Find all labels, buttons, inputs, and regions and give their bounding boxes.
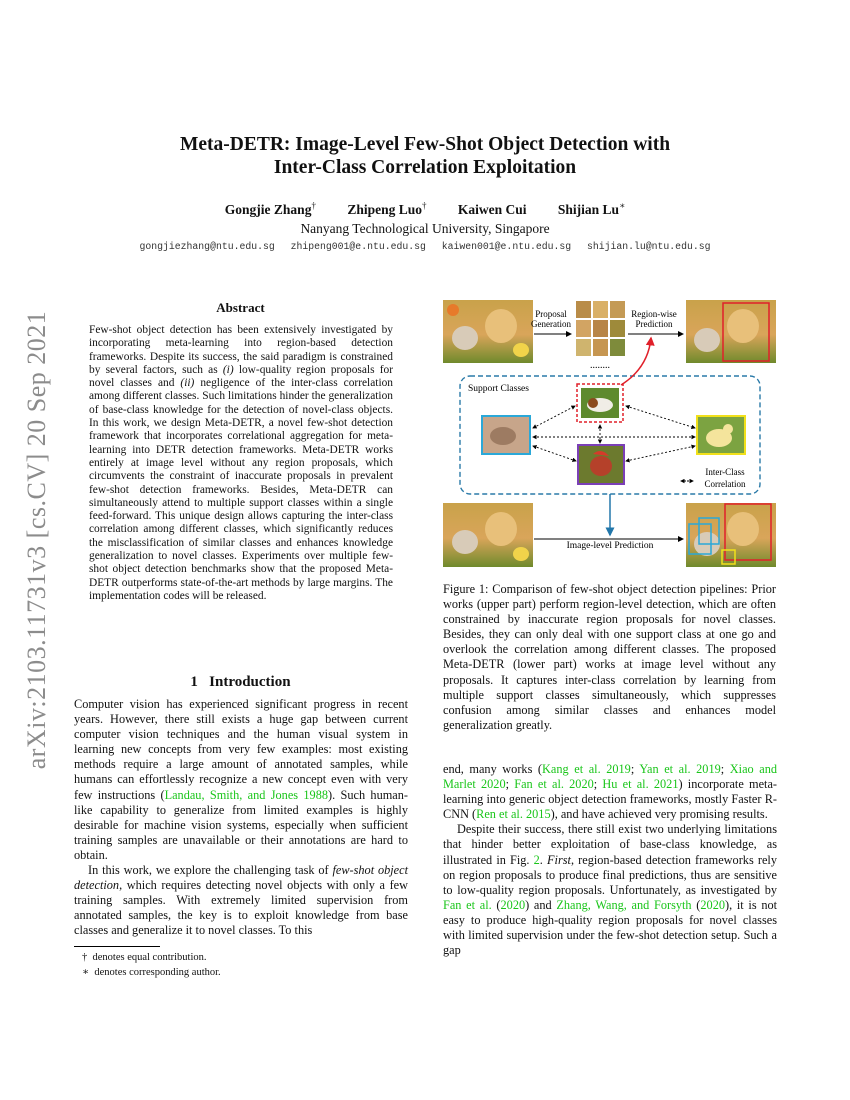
citation-link[interactable]: Zhang, Wang, and Forsyth xyxy=(556,897,692,912)
figure-1-caption: Figure 1: Comparison of few-shot object detection pipelines: Prior works (upper part) perform region-level detection, which are often constrained by inaccurate region proposals for novel classes. Besides, they can only deal with one support class at one go and overlook the correlation among different classes. The proposed Meta-DETR (lower part) works at image level without any proposals. It captures inter-class correlation by learning from multiple support classes simultaneously, which suppresses confusion among similar classes and enhances model generalization greatly. xyxy=(443,582,776,732)
citation-link[interactable]: Fan et al. xyxy=(443,897,492,912)
support-image-dog xyxy=(577,384,623,422)
abstract-body: Few-shot object detection has been extensively investigated by incorporating meta-learning into region-based detection frameworks. Despite its success, the said paradigm is constrained by several factors, such as (i) low-quality region proposals for novel classes and (ii) negligence of the inter-class correlation among different classes. Such limitations hinder the generalization of base-class knowledge for the detection of novel-class objects. In this work, we design Meta-DETR, a novel few-shot detection framework that incorporates correlational aggregation for meta-learning into DETR detection frameworks. Meta-DETR works entirely at image level without any region proposals, which circumvents the constraint of inaccurate proposals in prevalent few-shot detection frameworks. Besides, Meta-DETR can simultaneously attend to multiple support classes within a single feed-forward. This unique design allows capturing the inter-class correlation among different classes, which significantly reduces the misclassification of similar classes and enhances knowledge generalization to novel classes. Experiments over multiple few-shot object detection benchmarks show that the proposed Meta-DETR outperforms state-of-the-art methods by large margins. The implementation codes will be released. xyxy=(89,324,393,602)
citation-link[interactable]: Yan et al. 2019 xyxy=(639,762,721,776)
author: Shijian Lu∗ xyxy=(557,200,626,217)
author-list xyxy=(0,200,850,218)
author: Kaiwen Cui xyxy=(457,201,527,217)
author-emails xyxy=(0,241,850,252)
paper-title xyxy=(0,133,850,179)
query-image-bottom xyxy=(443,503,533,567)
citation-link[interactable]: Ren et al. 2015 xyxy=(476,807,551,822)
footnote: † denotes equal contribution. xyxy=(82,952,207,963)
introduction-body xyxy=(74,697,408,939)
email[interactable]: zhipeng001@e.ntu.edu.sg xyxy=(290,241,426,252)
result-image-bottom xyxy=(686,503,776,567)
title-line-1: Meta-DETR: Image-Level Few-Shot Object Detection with xyxy=(179,134,671,155)
section-heading-introduction: 1 Introduction xyxy=(190,674,291,690)
citation-link[interactable]: 2020 xyxy=(500,897,526,912)
email[interactable]: kaiwen001@e.ntu.edu.sg xyxy=(441,241,572,252)
paragraph: Computer vision has experienced significant progress in recent years. However, there still exists a huge gap between current computer vision techniques and the human visual system in learning new concepts from very few examples: most existing methods require a large amount of annotated samples, while humans can effortlessly recognize a new concept even with very few instructions (Landau, Smith, and Jones 1988). Such human-like capability to generalize from limited examples is highly desirable for machine vision systems, especially when sufficient training samples are unavailable or their annotations are hard to obtain. xyxy=(74,697,408,862)
support-classes-label: Support Classes xyxy=(468,384,529,394)
proposal-generation-label-2: Generation xyxy=(531,319,571,329)
inter-class-label: Inter-Class xyxy=(705,467,745,477)
citation-link[interactable]: Landau, Smith, and Jones 1988 xyxy=(164,787,328,802)
query-image-top xyxy=(443,300,533,363)
image-level-prediction-label: Image-level Prediction xyxy=(566,541,654,551)
figure-1-diagram xyxy=(443,298,776,573)
citation-link[interactable]: Kang et al. 2019 xyxy=(542,762,631,776)
paragraph: In this work, we explore the challenging task of few-shot object detection, which requires detecting novel objects with only a few training samples. With extremely limited supervision from annotated samples, the key is to exploit knowledge from base classes and generalize it to novel classes. To this xyxy=(74,863,408,938)
arxiv-sidebar xyxy=(14,290,60,790)
citation-link[interactable]: Xiao and Marlet 2020 xyxy=(443,762,777,792)
author: Gongjie Zhang† xyxy=(224,200,316,217)
region-wise-label-2: Prediction xyxy=(635,319,673,329)
citation-link[interactable]: Fan et al. 2020 xyxy=(514,777,594,792)
region-wise-label: Region-wise xyxy=(631,309,677,319)
footnote: ∗ denotes corresponding author. xyxy=(82,967,221,978)
support-image-cat xyxy=(482,416,530,454)
support-image-rooster xyxy=(578,445,624,484)
paragraph: Despite their success, there still exist two underlying limitations that hinder better exploitation of base-class knowledge, as illustrated in Fig. 2. First, region-based detection frameworks rely on region proposals to produce final predictions, thus are sensitive to low-quality region proposals. Unfortunately, as investigated by Fan et al. (2020) and Zhang, Wang, and Forsyth (2020), it is not easy to produce high-quality region proposals for novel classes with limited supervision under the few-shot detection setup. Such a gap xyxy=(443,822,778,958)
title-line-2: Inter-Class Correlation Exploitation xyxy=(273,157,577,178)
citation-link[interactable]: 2020 xyxy=(700,897,725,912)
inter-class-label-2: Correlation xyxy=(704,479,746,489)
footnote-rule xyxy=(74,946,160,947)
arxiv-identifier[interactable]: arXiv:2103.11731v3 [cs.CV] 20 Sep 2021 xyxy=(22,310,51,770)
citation-link[interactable]: Hu et al. 2021 xyxy=(602,777,679,792)
paragraph: end, many works (Kang et al. 2019; Yan et al. 2019; Xiao and Marlet 2020; Fan et al. 2020; Hu et al. 2021) incorporate meta-learning into generic object detection frameworks, mostly Faster R-CNN (Ren et al. 2015), and have achieved very promising results. xyxy=(443,762,777,822)
result-image-top xyxy=(686,300,776,363)
region-proposals-grid xyxy=(576,301,625,356)
figure-label: Figure 1: xyxy=(443,582,489,596)
figure-reference-link[interactable]: 2 xyxy=(533,852,540,867)
email[interactable]: shijian.lu@ntu.edu.sg xyxy=(587,241,711,252)
proposal-generation-label: Proposal xyxy=(535,309,567,319)
author: Zhipeng Luo† xyxy=(347,200,427,217)
affiliation: Nanyang Technological University, Singapore xyxy=(300,221,550,236)
right-column-body xyxy=(443,762,777,958)
abstract-heading: Abstract xyxy=(216,300,265,315)
email[interactable]: gongjiezhang@ntu.edu.sg xyxy=(139,241,275,252)
proposal-ellipsis: ........ xyxy=(590,360,610,371)
support-image-duck xyxy=(697,416,745,454)
